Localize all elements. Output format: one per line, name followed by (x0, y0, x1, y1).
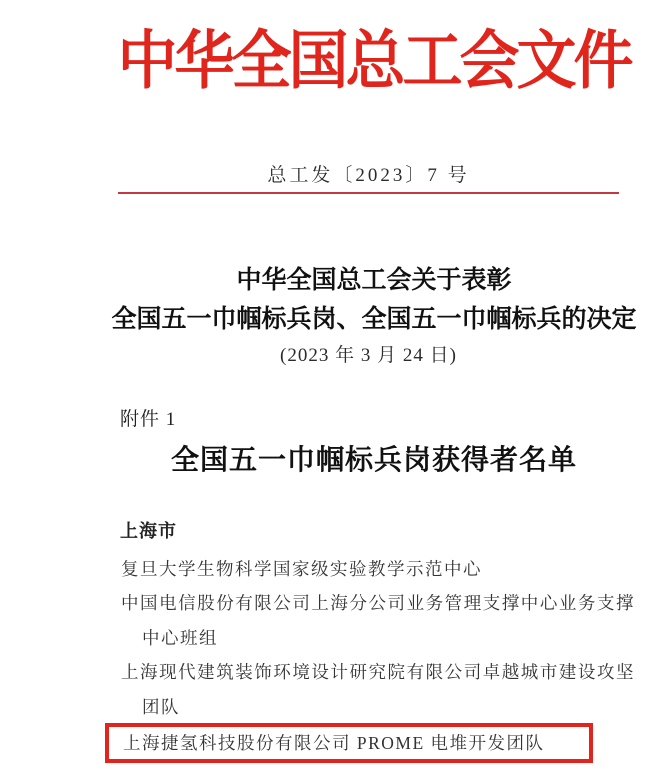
highlight-annotation-box (105, 723, 593, 763)
document-title (94, 261, 654, 339)
document-date: (2023 年 3 月 24 日) (280, 345, 457, 366)
document-title-line-2: 全国五一巾帼标兵岗、全国五一巾帼标兵的决定 (111, 306, 637, 333)
award-list-item: 复旦大学生物科学国家级实验教学示范中心 (121, 559, 482, 579)
region-heading-shanghai: 上海市 (120, 521, 177, 541)
attachment-label: 附件 1 (120, 409, 177, 430)
award-list-heading: 全国五一巾帼标兵岗获得者名单 (170, 445, 577, 476)
award-list-item: 中国电信股份有限公司上海分公司业务管理支撑中心业务支撑中心班组 (121, 593, 635, 648)
award-list-item: 上海现代建筑装饰环境设计研究院有限公司卓越城市建设攻坚团队 (121, 662, 635, 717)
highlighted-award-item: 上海捷氢科技股份有限公司 PROME 电堆开发团队 (123, 733, 545, 753)
red-divider-line (118, 192, 619, 194)
document-title-line-1: 中华全国总工会关于表彰 (236, 267, 512, 294)
document-masthead-title: 中华全国总工会文件 (117, 26, 631, 97)
document-number: 总工发〔2023〕7 号 (267, 165, 470, 186)
award-list (121, 552, 635, 724)
